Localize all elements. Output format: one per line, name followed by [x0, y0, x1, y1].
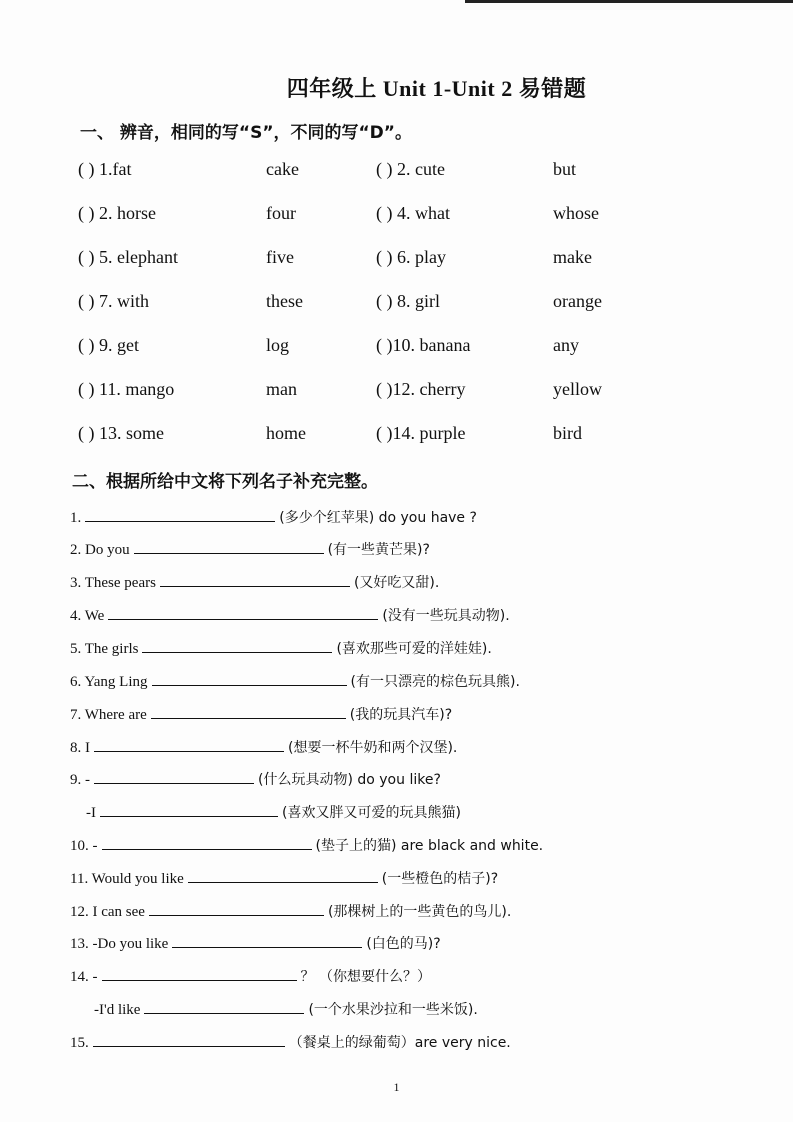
item-hint: (一个水果沙拉和一些米饭).: [308, 1002, 478, 1018]
phonics-row: [78, 247, 718, 277]
fill-in-item: [70, 867, 498, 891]
phonics-word-right: but: [553, 159, 577, 179]
phonics-item-left: ( ) 1.fat: [78, 159, 132, 179]
phonics-word-left: these: [266, 291, 303, 311]
answer-blank[interactable]: [100, 801, 278, 817]
fill-in-item: [70, 900, 511, 924]
fill-in-item: [70, 571, 439, 595]
item-prefix: 14. -: [70, 969, 98, 985]
phonics-word-right: whose: [553, 203, 599, 223]
answer-blank[interactable]: [144, 998, 304, 1014]
fill-in-item: [70, 932, 441, 956]
phonics-item-right: ( ) 8. girl: [376, 291, 440, 311]
item-hint: ？ （你想要什么？）: [300, 969, 431, 985]
item-hint: (喜欢那些可爱的洋娃娃).: [336, 641, 492, 657]
phonics-word-right: make: [553, 247, 592, 267]
fill-in-item: [70, 506, 477, 530]
fill-in-item: [70, 670, 520, 694]
item-hint: (有一些黄芒果)?: [327, 542, 430, 558]
scan-top-edge-line: [465, 0, 793, 3]
item-prefix: 2. Do you: [70, 542, 130, 558]
item-hint: (白色的马)?: [366, 936, 441, 952]
fill-in-item: [70, 538, 430, 562]
phonics-row: [78, 423, 718, 453]
item-prefix: 11. Would you like: [70, 871, 184, 887]
item-hint: (多少个红苹果) do you have ?: [279, 510, 477, 526]
item-prefix: 15.: [70, 1035, 89, 1051]
item-prefix: 3. These pears: [70, 575, 156, 591]
phonics-word-left: man: [266, 379, 297, 399]
phonics-row: [78, 203, 718, 233]
item-prefix: 5. The girls: [70, 641, 139, 657]
fill-in-item: [70, 965, 431, 989]
fill-in-item: [70, 1031, 511, 1055]
phonics-item-left: ( ) 5. elephant: [78, 247, 178, 267]
phonics-word-left: four: [266, 203, 296, 223]
item-hint: (想要一杯牛奶和两个汉堡).: [288, 740, 458, 756]
fill-in-item: [94, 998, 478, 1022]
answer-blank[interactable]: [142, 637, 332, 653]
phonics-item-left: ( ) 2. horse: [78, 203, 156, 223]
answer-blank[interactable]: [151, 703, 346, 719]
item-prefix: 13. -Do you like: [70, 936, 169, 952]
phonics-row: [78, 379, 718, 409]
item-hint: (垫子上的猫) are black and white.: [315, 838, 544, 854]
answer-blank[interactable]: [172, 932, 362, 948]
section-2-heading: 二、根据所给中文将下列名子补充完整。: [72, 472, 378, 492]
phonics-word-right: yellow: [553, 379, 602, 399]
phonics-word-left: cake: [266, 159, 299, 179]
item-prefix: 10. -: [70, 838, 98, 854]
item-hint: (喜欢又胖又可爱的玩具熊猫): [282, 805, 461, 821]
answer-blank[interactable]: [160, 571, 350, 587]
item-prefix: 4. We: [70, 608, 105, 624]
item-hint: （餐桌上的绿葡萄）are very nice.: [288, 1035, 511, 1051]
fill-in-item: [70, 604, 510, 628]
fill-in-item: [70, 768, 441, 792]
answer-blank[interactable]: [94, 736, 284, 752]
item-hint: (那棵树上的一些黄色的鸟儿).: [327, 904, 512, 920]
item-prefix: 12. I can see: [70, 904, 145, 920]
answer-blank[interactable]: [149, 900, 324, 916]
section-1-heading: 一、 辨音，相同的写“S”，不同的写“D”。: [80, 123, 412, 143]
answer-blank[interactable]: [188, 867, 378, 883]
phonics-item-left: ( ) 9. get: [78, 335, 139, 355]
phonics-item-right: ( ) 6. play: [376, 247, 446, 267]
phonics-row: [78, 291, 718, 321]
answer-blank[interactable]: [94, 768, 254, 784]
fill-in-item: [70, 637, 492, 661]
phonics-word-left: log: [266, 335, 290, 355]
answer-blank[interactable]: [102, 965, 297, 981]
answer-blank[interactable]: [85, 506, 275, 522]
fill-in-item: [70, 736, 457, 760]
phonics-item-left: ( ) 7. with: [78, 291, 149, 311]
page-number: 1: [393, 1080, 400, 1094]
answer-blank[interactable]: [134, 538, 324, 554]
item-hint: (一些橙色的桔子)?: [381, 871, 499, 887]
fill-in-item: [70, 834, 543, 858]
item-prefix: 6. Yang Ling: [70, 674, 148, 690]
page-title: 四年级上 Unit 1-Unit 2 易错题: [286, 76, 587, 101]
item-prefix: 8. I: [70, 740, 90, 756]
phonics-word-right: bird: [553, 423, 582, 443]
answer-blank[interactable]: [93, 1031, 285, 1047]
item-hint: (有一只漂亮的棕色玩具熊).: [350, 674, 520, 690]
phonics-item-right: ( ) 2. cute: [376, 159, 445, 179]
phonics-word-left: home: [266, 423, 306, 443]
phonics-row: [78, 335, 718, 365]
item-hint: (又好吃又甜).: [353, 575, 440, 591]
phonics-word-right: any: [553, 335, 579, 355]
answer-blank[interactable]: [108, 604, 378, 620]
phonics-word-right: orange: [553, 291, 602, 311]
phonics-item-right: ( )14. purple: [376, 423, 466, 443]
item-prefix: 7. Where are: [70, 707, 147, 723]
item-hint: (没有一些玩具动物).: [382, 608, 510, 624]
item-prefix: 1.: [70, 510, 82, 526]
item-prefix: -I'd like: [94, 1002, 141, 1018]
fill-in-item: [70, 703, 452, 727]
phonics-item-right: ( ) 4. what: [376, 203, 450, 223]
answer-blank[interactable]: [152, 670, 347, 686]
item-hint: (什么玩具动物) do you like?: [258, 772, 441, 788]
phonics-row: [78, 159, 718, 189]
item-hint: (我的玩具汽车)?: [349, 707, 453, 723]
phonics-item-right: ( )10. banana: [376, 335, 471, 355]
item-prefix: 9. -: [70, 772, 90, 788]
item-prefix: -I: [86, 805, 96, 821]
phonics-word-left: five: [266, 247, 294, 267]
phonics-item-right: ( )12. cherry: [376, 379, 466, 399]
phonics-item-left: ( ) 11. mango: [78, 379, 175, 399]
phonics-item-left: ( ) 13. some: [78, 423, 164, 443]
fill-in-item: [86, 801, 461, 825]
answer-blank[interactable]: [102, 834, 312, 850]
